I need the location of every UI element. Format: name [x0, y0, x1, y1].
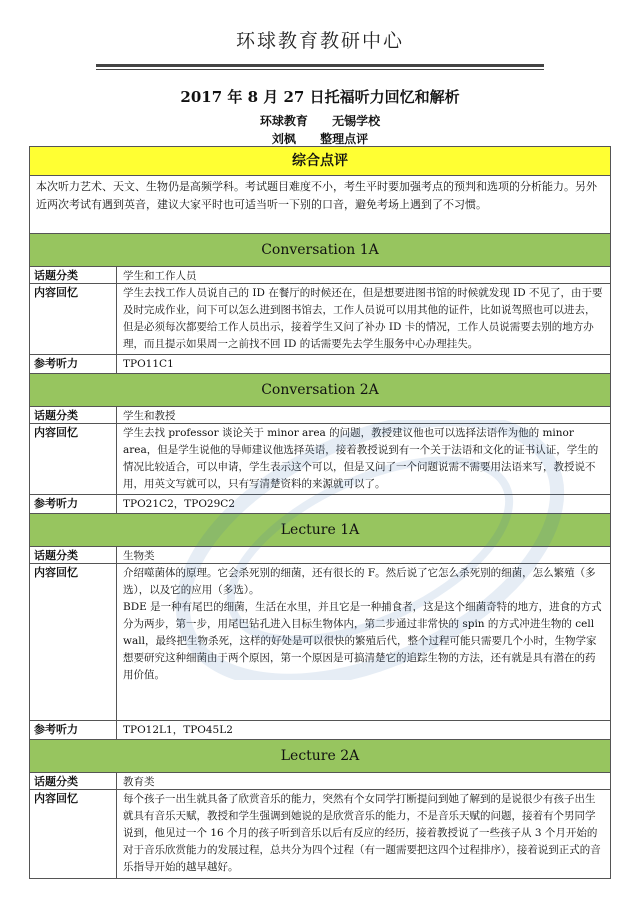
category-row: [30, 267, 610, 284]
reference-label: 参考听力: [30, 355, 117, 373]
overview-text: 本次听力艺术、天文、生物仍是高频学科。考试题目难度不小，考生平时要加强考点的预判和选项的分析能力。另外近两次考试有遇到英音，建议大家平时也可适当听一下别的口音，避免考场上遇到了不习惯。: [30, 176, 610, 234]
category-row: [30, 773, 610, 790]
content-label: 内容回忆: [30, 284, 117, 354]
author-line: [0, 130, 640, 147]
category-row: [30, 547, 610, 564]
school-name: 环球教育: [259, 114, 308, 128]
reference-row: [30, 355, 610, 374]
content-value: 学生去找工作人员说自己的 ID 在餐厅的时候还在，但是想要进图书馆的时候就发现 ID 不见了，由于要及时完成作业，问下可以怎么进到图书馆去，工作人员说可以用其他的证件，比如说驾照也可以进去，但是必须每次都要给工作人员出示，接着学生又问了补办 ID 卡的情况，工作人员说需要去别的地方办理，而且提示如果周一之前找不回 ID 的话需要先去学生服务中心办理挂失。: [123, 287, 603, 350]
author-role: 整理点评: [320, 132, 369, 146]
category-value: 生物类: [123, 550, 155, 562]
content-row: [30, 564, 610, 721]
reference-value: TPO21C2，TPO29C2: [123, 498, 236, 510]
content-label: 内容回忆: [30, 790, 117, 878]
author-name: 刘枫: [271, 132, 296, 146]
content-label: 内容回忆: [30, 564, 117, 720]
category-label: 话题分类: [30, 267, 117, 283]
reference-value: TPO11C1: [123, 358, 174, 370]
section-title: Lecture 1A: [30, 514, 610, 547]
section-title: Lecture 2A: [30, 740, 610, 773]
category-row: [30, 407, 610, 424]
document-title: 2017 年 8 月 27 日托福听力回忆和解析: [180, 88, 460, 106]
category-label: 话题分类: [30, 547, 117, 563]
content-table: [29, 146, 611, 879]
section-title: Conversation 1A: [30, 234, 610, 267]
section-title: Conversation 2A: [30, 374, 610, 407]
overview-heading: 综合点评: [30, 147, 610, 176]
content-value: 介绍噬菌体的原理。它会杀死别的细菌，还有很长的 F。然后说了它怎么杀死别的细菌，怎么繁殖（多选），以及它的应用（多选）。 BDE 是一种有尾巴的细菌，生活在水里，并且它是一种捕食者，这是这个细菌奇特的地方，进食的方式分为两步，第一步，用尾巴钻孔进入目标生物体内，第二步通过非常快的 spin 的方式冲进生物的 cell wall，最终把生物杀死，这样的好处是可以很快的繁殖后代，整个过程可能只需要几个小时，生物学家想要研究这种细菌由于两个原因，第一个原因是可搞清楚它的追踪生物的方法，还有就是具有潜在的药用价值。: [123, 567, 602, 681]
reference-label: 参考听力: [30, 495, 117, 513]
org-header-title: 环球教育教研中心: [235, 30, 404, 52]
content-row: [30, 790, 610, 878]
school-line: [0, 112, 640, 129]
content-row: [30, 284, 610, 355]
category-label: 话题分类: [30, 407, 117, 423]
category-value: 学生和教授: [123, 410, 176, 422]
category-value: 学生和工作人员: [123, 270, 197, 282]
category-label: 话题分类: [30, 773, 117, 789]
reference-label: 参考听力: [30, 721, 117, 739]
reference-value: TPO12L1，TPO45L2: [123, 724, 233, 736]
content-value: 每个孩子一出生就具备了欣赏音乐的能力，突然有个女同学打断提问到她了解到的是说很少有孩子出生就具有音乐天赋，教授和学生强调到她说的是欣赏音乐的能力，不是音乐天赋的问题，接着有个男同学说到，他见过一个 16 个月的孩子听到音乐以后有反应的经历，接着教授说了一些孩子从 3 个月开始的对于音乐欣赏能力的发展过程，总共分为四个过程（有一题需要把这四个过程排序），接着说到正式的音乐指导开始的越早越好。: [123, 793, 601, 873]
header-divider: [96, 64, 544, 70]
reference-row: [30, 721, 610, 740]
reference-row: [30, 495, 610, 514]
branch-name: 无锡学校: [332, 114, 381, 128]
category-value: 教育类: [123, 776, 155, 788]
content-label: 内容回忆: [30, 424, 117, 494]
content-value: 学生去找 professor 谈论关于 minor area 的问题，教授建议他也可以选择法语作为他的 minor area，但是学生说他的导师建议他选择英语，接着教授说到有一个关于法语和文化的证书认证，学生的情况比较适合，可以申请，学生表示这个可以，但是又问了一个问题说需不需要用法语来写，教授说不用，用英文写就可以，只有写清楚资料的来源就可以了。: [123, 427, 599, 490]
content-row: [30, 424, 610, 495]
